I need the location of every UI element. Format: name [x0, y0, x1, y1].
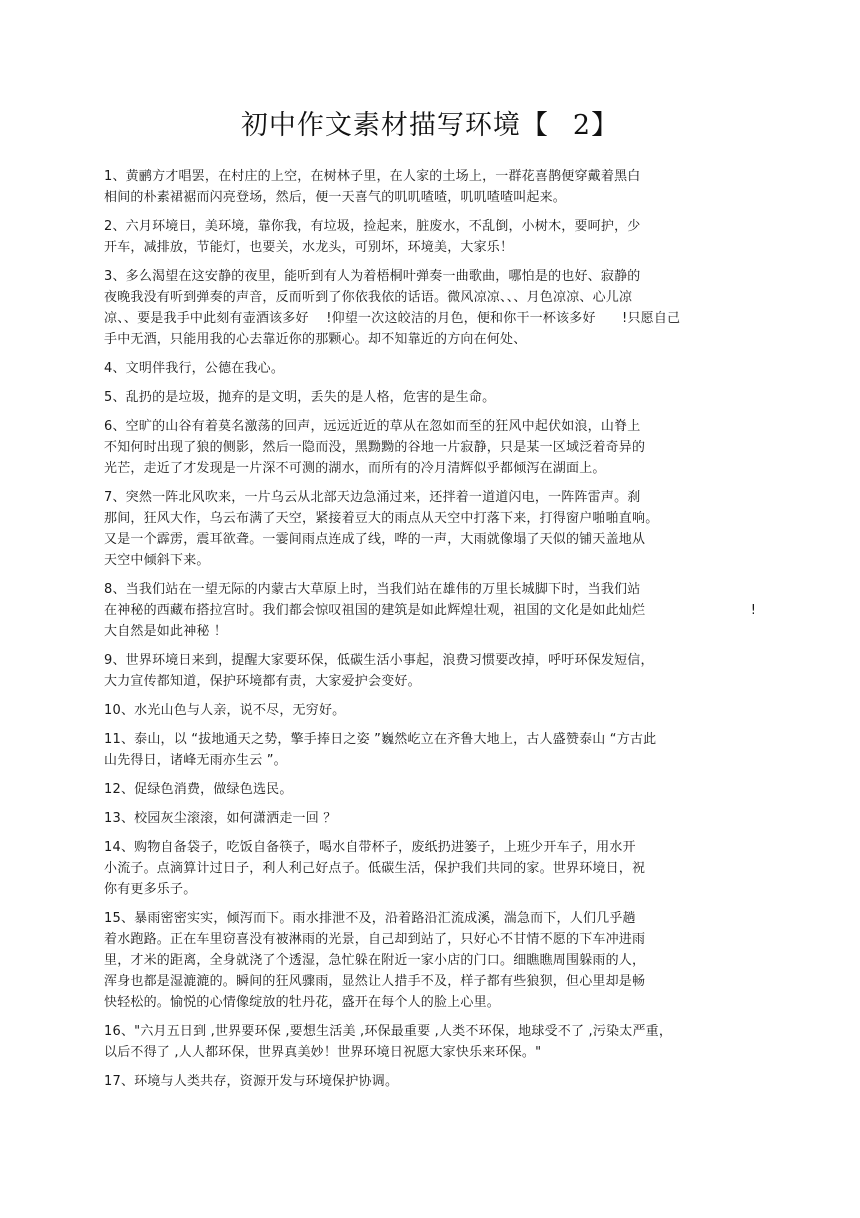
- paragraph-line: 天空中倾斜下来。: [104, 553, 210, 568]
- paragraph-item: [104, 358, 784, 379]
- paragraph-line: 光芒，走近了才发现是一片深不可测的湖水，而所有的冷月清辉似乎都倾泻在湖面上。: [104, 461, 606, 476]
- paragraph-line: 在神秘的西藏布搭拉宫时。我们都会惊叹祖国的建筑是如此辉煌壮观，祖国的文化是如此灿烂 !: [104, 603, 757, 618]
- title-number: 2】: [572, 110, 620, 141]
- paragraph-line: 7、突然一阵北风吹来，一片乌云从北部天边急涌过来，还拌着一道道闪电，一阵阵雷声。刹: [104, 490, 641, 505]
- paragraph-line: 不知何时出现了狼的侧影，然后一隐而没，黑黝黝的谷地一片寂静，只是某一区域泛着奇异的: [104, 440, 646, 455]
- paragraph-line: 12、促绿色消费，做绿色选民。: [104, 782, 293, 797]
- paragraph-line: 6、空旷的山谷有着莫名激荡的回声，远远近近的草从在忽如而至的狂风中起伏如浪，山脊上: [104, 419, 641, 434]
- paragraph-line: 1、黄鹂方才唱罢，在村庄的上空，在树林子里，在人家的土场上，一群花喜鹊便穿戴着黑白: [104, 169, 641, 184]
- paragraph-item: [104, 216, 784, 258]
- paragraph-line: 浑身也都是湿漉漉的。瞬间的狂风骤雨，显然让人措手不及，样子都有些狼狈，但心里却是畅: [104, 974, 646, 989]
- paragraph-line: 里，才米的距离，全身就浇了个透湿，急忙躲在附近一家小店的门口。细瞧瞧周围躲雨的人，: [104, 953, 646, 968]
- paragraph-item: [104, 808, 784, 829]
- paragraph-line: 快轻松的。愉悦的心情像绽放的牡丹花，盛开在每个人的脸上心里。: [104, 995, 501, 1010]
- paragraph-line: 小流子。点滴算计过日子，利人利己好点子。低碳生活，保护我们共同的家。世界环境日，祝: [104, 861, 646, 876]
- paragraph-item: [104, 387, 784, 408]
- paragraph-line: 你有更多乐子。: [104, 882, 197, 897]
- paragraph-line: 16、"六月五日到 ,世界要环保 ,要想生活美 ,环保最重要 ,人类不环保，地球受不了 ,污染太严重，: [104, 1024, 673, 1039]
- paragraph-line: 那间，狂风大作，乌云布满了天空，紧接着豆大的雨点从天空中打落下来，打得窗户啪啪直响。: [104, 511, 659, 526]
- paragraph-line: 夜晚我没有听到弹奏的声音，反而听到了你依我依的话语。微风凉凉、、、月色凉凉、心儿凉: [104, 290, 633, 305]
- paragraph-line: 3、多么渴望在这安静的夜里，能听到有人为着梧桐叶弹奏一曲歌曲，哪怕是的也好、寂静的: [104, 269, 641, 284]
- paragraph-line: 着水跑路。正在车里窃喜没有被淋雨的光景，自己却到站了，只好心不甘情不愿的下车冲进雨: [104, 932, 646, 947]
- paragraph-item: [104, 908, 784, 1013]
- paragraph-line: 10、水光山色与人亲，说不尽，无穷好。: [104, 703, 346, 718]
- paragraph-item: [104, 779, 784, 800]
- paragraph-line: 以后不得了 ,人人都环保，世界真美妙！世界环境日祝愿大家快乐来环保。": [104, 1045, 542, 1060]
- paragraph-line: 手中无酒，只能用我的心去靠近你的那颗心。却不知靠近的方向在何处、: [104, 332, 527, 347]
- paragraph-line: 13、校园灰尘滚滚，如何潇洒走一回 ？: [104, 811, 337, 826]
- paragraph-item: [104, 700, 784, 721]
- paragraph-line: 大自然是如此神秘 ！: [104, 624, 228, 639]
- paragraph-line: 又是一个霹雳，震耳欲聋。一霎间雨点连成了线，哗的一声，大雨就像塌了天似的铺天盖地从: [104, 532, 646, 547]
- paragraph-line: 2、六月环境日，美环境，靠你我，有垃圾，捡起来，脏废水，不乱倒，小树木，要呵护，少: [104, 219, 641, 234]
- paragraph-item: [104, 487, 784, 571]
- paragraph-item: [104, 650, 784, 692]
- paragraph-line: 4、文明伴我行，公德在我心。: [104, 361, 285, 376]
- title-text: 初中作文素材描写环境【: [240, 110, 549, 141]
- document-body: [104, 166, 784, 1100]
- paragraph-line: 15、暴雨密密实实，倾泻而下。雨水排泄不及，沿着路沿汇流成溪，湍急而下，人们几乎趟: [104, 911, 636, 926]
- paragraph-line: 开车，减排放，节能灯，也要关，水龙头，可别坏，环境美，大家乐！: [104, 240, 514, 255]
- paragraph-item: [104, 837, 784, 900]
- paragraph-item: [104, 416, 784, 479]
- document-title: [0, 108, 860, 144]
- paragraph-line: 大力宣传都知道，保护环境都有责，大家爱护会变好。: [104, 674, 421, 689]
- paragraph-item: [104, 729, 784, 771]
- paragraph-item: [104, 579, 784, 642]
- paragraph-line: 相间的朴素裙裾而闪亮登场，然后，便一天喜气的叽叽喳喳，叽叽喳喳叫起来。: [104, 190, 567, 205]
- paragraph-line: 14、购物自备袋子，吃饭自备筷子，喝水自带杯子，废纸扔进篓子，上班少开车子，用水开: [104, 840, 636, 855]
- paragraph-line: 9、世界环境日来到，提醒大家要环保，低碳生活小事起，浪费习惯要改掉，呼吁环保发短信，: [104, 653, 654, 668]
- paragraph-line: 8、当我们站在一望无际的内蒙古大草原上时，当我们站在雄伟的万里长城脚下时，当我们站: [104, 582, 641, 597]
- paragraph-item: [104, 1021, 784, 1063]
- paragraph-line: 凉、、要是我手中此刻有壶酒该多好 !仰望一次这皎洁的月色，便和你干一杯该多好 !只愿自己: [104, 311, 681, 326]
- paragraph-line: 17、环境与人类共存，资源开发与环境保护协调。: [104, 1074, 399, 1089]
- paragraph-line: 5、乱扔的是垃圾，抛弃的是文明，丢失的是人格，危害的是生命。: [104, 390, 496, 405]
- paragraph-item: [104, 166, 784, 208]
- paragraph-line: 山先得日，诸峰无雨亦生云 ”。: [104, 753, 287, 768]
- paragraph-item: [104, 1071, 784, 1092]
- paragraph-line: 11、泰山，以 “拔地通天之势，擎手捧日之姿 ”巍然屹立在齐鲁大地上，古人盛赞泰山 “方古此: [104, 732, 657, 747]
- paragraph-item: [104, 266, 784, 350]
